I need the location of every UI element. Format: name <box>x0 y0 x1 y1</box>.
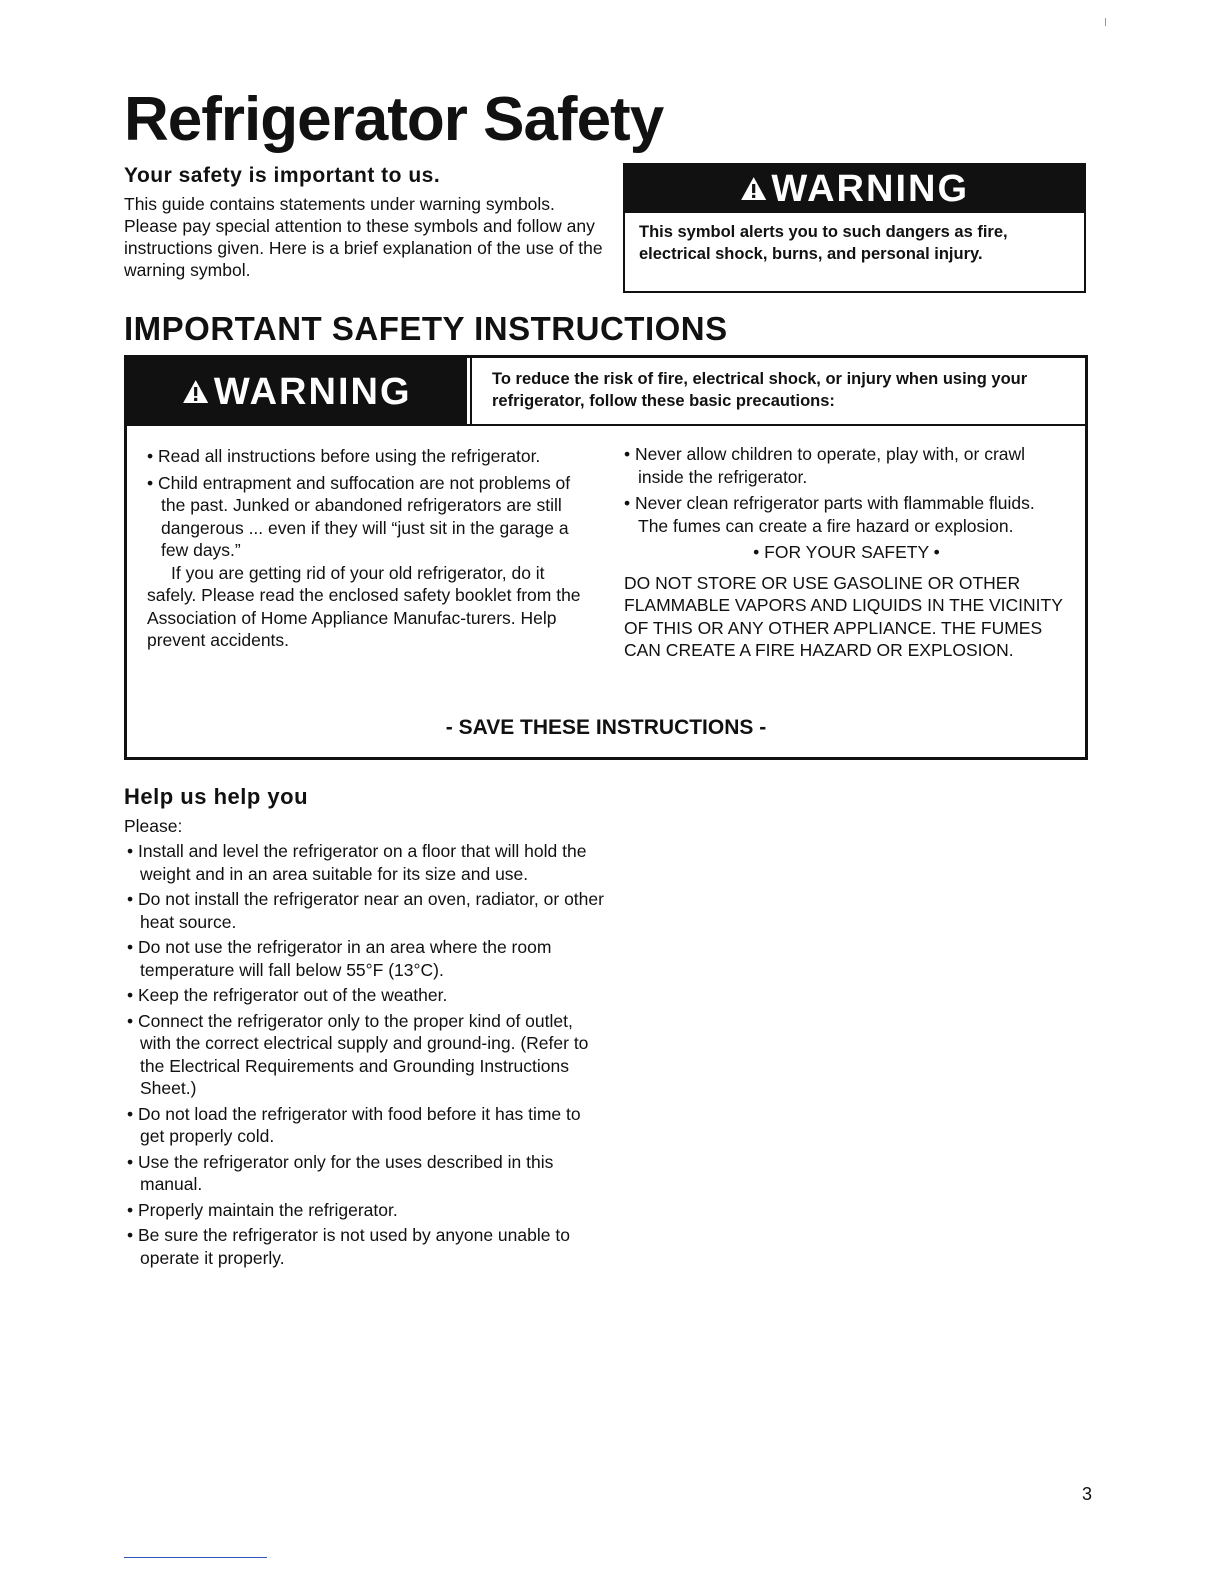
list-item: • Be sure the refrigerator is not used by anyone unable to operate it properly. <box>127 1225 570 1268</box>
list-item: • Install and level the refrigerator on a floor that will hold the weight and in an area suitable for its size and use. <box>127 841 587 884</box>
alert-triangle-icon <box>740 176 767 201</box>
save-instructions-label: - SAVE THESE INSTRUCTIONS - <box>445 716 767 739</box>
instructions-left-column <box>147 445 597 652</box>
list-item: • Do not use the refrigerator in an area where the room temperature will fall below 55°F (13°C). <box>127 937 552 980</box>
page-number: 3 <box>1082 1484 1093 1504</box>
page-title: Refrigerator Safety <box>124 85 664 154</box>
footer-rule <box>124 1557 267 1558</box>
list-item: • Use the refrigerator only for the uses described in this manual. <box>127 1151 554 1194</box>
safety-instructions-box <box>124 355 1088 760</box>
list-item: • Do not load the refrigerator with food before it has time to get properly cold. <box>127 1103 581 1146</box>
warning-label: WARNING <box>771 167 969 210</box>
disposal-paragraph: If you are getting rid of your old refrigerator, do it safely. Please read the enclosed safety booklet from the Association of Home Appliance Manufac-turers. Help prevent accidents. <box>147 562 581 650</box>
help-heading: Help us help you <box>124 784 309 809</box>
list-item: • Properly maintain the refrigerator. <box>127 1199 398 1220</box>
warning-symbol-box <box>623 163 1086 293</box>
list-item: • Keep the refrigerator out of the weather. <box>127 985 448 1005</box>
help-list <box>127 840 607 1272</box>
list-item: • Read all instructions before using the refrigerator. <box>147 446 541 466</box>
warning-precautions-text: To reduce the risk of fire, electrical shock, or injury when using your refrigerator, follow these basic precautions: <box>470 358 1088 426</box>
instructions-right-column <box>624 443 1069 662</box>
alert-triangle-icon <box>182 379 209 404</box>
list-item: • Child entrapment and suffocation are not problems of the past. Junked or abandoned refrigerators are still dangerous ... even if they will “just sit in the garage a few days.” <box>147 472 571 560</box>
list-item: • Never clean refrigerator parts with flammable fluids. The fumes can create a fire hazard or explosion. <box>624 493 1035 536</box>
warning-banner <box>127 358 467 426</box>
for-your-safety-label: • FOR YOUR SAFETY • <box>753 542 940 562</box>
list-item: • Connect the refrigerator only to the proper kind of outlet, with the correct electrical supply and ground-ing. (Refer to the Electrical Requirements and Grounding Instructions Sheet.) <box>127 1010 589 1098</box>
list-item: • Never allow children to operate, play with, or crawl inside the refrigerator. <box>624 444 1026 487</box>
help-please: Please: <box>124 816 183 836</box>
warning-banner <box>625 165 1084 213</box>
warning-label: WARNING <box>213 370 412 413</box>
intro-heading: Your safety is important to us. <box>124 164 441 187</box>
warning-explanation: This symbol alerts you to such dangers as fire, electrical shock, burns, and personal injury. <box>639 223 1008 263</box>
section-title: IMPORTANT SAFETY INSTRUCTIONS <box>124 310 728 347</box>
intro-text: This guide contains statements under warning symbols. Please pay special attention to these symbols and follow any instructions given. Here is a brief explanation of the use of the warning symbol. <box>124 194 603 280</box>
flammable-warning-text: DO NOT STORE OR USE GASOLINE OR OTHER FLAMMABLE VAPORS AND LIQUIDS IN THE VICINITY OF THIS OR ANY OTHER APPLIANCE. THE FUMES CAN CREATE A FIRE HAZARD OR EXPLOSION. <box>624 572 1063 660</box>
divider <box>127 424 1085 426</box>
list-item: • Do not install the refrigerator near an oven, radiator, or other heat source. <box>127 889 604 932</box>
corner-mark <box>1105 18 1106 26</box>
